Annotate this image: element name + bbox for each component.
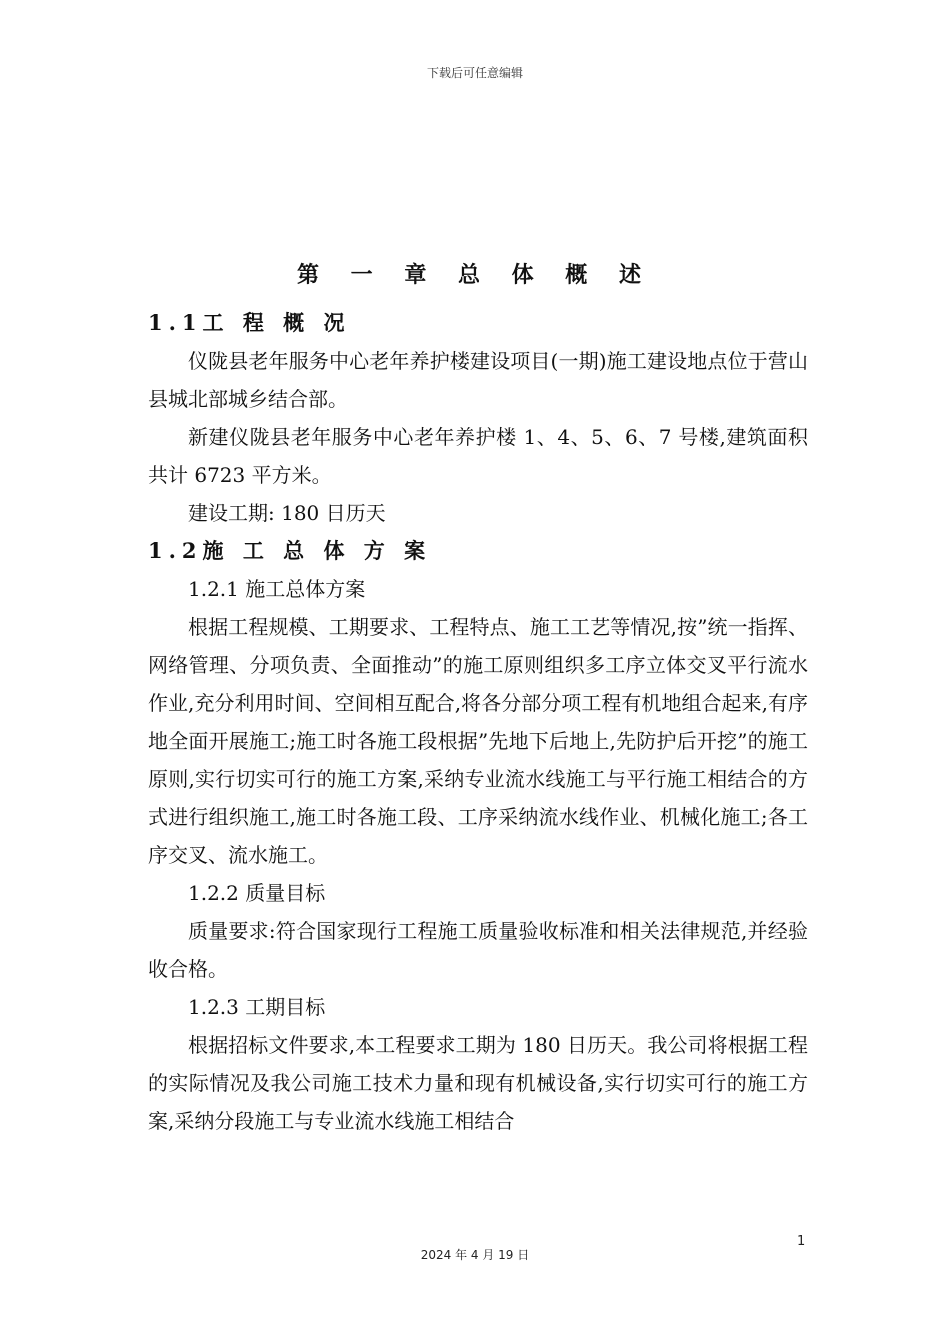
paragraph: 仪陇县老年服务中心老年养护楼建设项目(一期)施工建设地点位于营山县城北部城乡结合部。: [148, 349, 808, 411]
paragraph: 建设工期: 180 日历天: [188, 501, 386, 525]
subsection-heading-1-2-1: 1.2.1 施工总体方案: [188, 577, 366, 601]
subsection-heading-1-2-2: 1.2.2 质量目标: [188, 881, 326, 905]
page-footer-date: 2024 年 4 月 19 日: [420, 1248, 530, 1262]
paragraph: 根据工程规模、工期要求、工程特点、施工工艺等情况,按”统一指挥、网络管理、分项负责、全面推动”的施工原则组织多工序立体交叉平行流水作业,充分利用时间、空间相互配合,将各分部分项工程有机地组合起来,有序地全面开展施工;施工时各施工段根据”先地下后地上,先防护后开挖”的施工原则,实行切实可行的施工方案,采纳专业流水线施工与平行施工相结合的方式进行组织施工,施工时各施工段、工序采纳流水线作业、机械化施工;各工序交叉、流水施工。: [148, 615, 808, 867]
paragraph: 根据招标文件要求,本工程要求工期为 180 日历天。我公司将根据工程的实际情况及我公司施工技术力量和现有机械设备,实行切实可行的施工方案,采纳分段施工与专业流水线施工相结合: [148, 1033, 808, 1133]
section-heading-1-1: 1.1工 程 概 况: [148, 310, 351, 335]
chapter-title: 第 一 章 总 体 概 述: [297, 262, 653, 288]
section-heading-1-2: 1.2施 工 总 体 方 案: [148, 538, 432, 563]
page-number: 1: [797, 1234, 806, 1249]
paragraph: 质量要求:符合国家现行工程施工质量验收标准和相关法律规范,并经验收合格。: [148, 919, 808, 981]
paragraph: 新建仪陇县老年服务中心老年养护楼 1、4、5、6、7 号楼,建筑面积共计 6723 平方米。: [148, 425, 808, 487]
page-header: 下载后可任意编辑: [426, 66, 523, 80]
subsection-heading-1-2-3: 1.2.3 工期目标: [188, 995, 326, 1019]
document-body: [148, 304, 808, 1140]
